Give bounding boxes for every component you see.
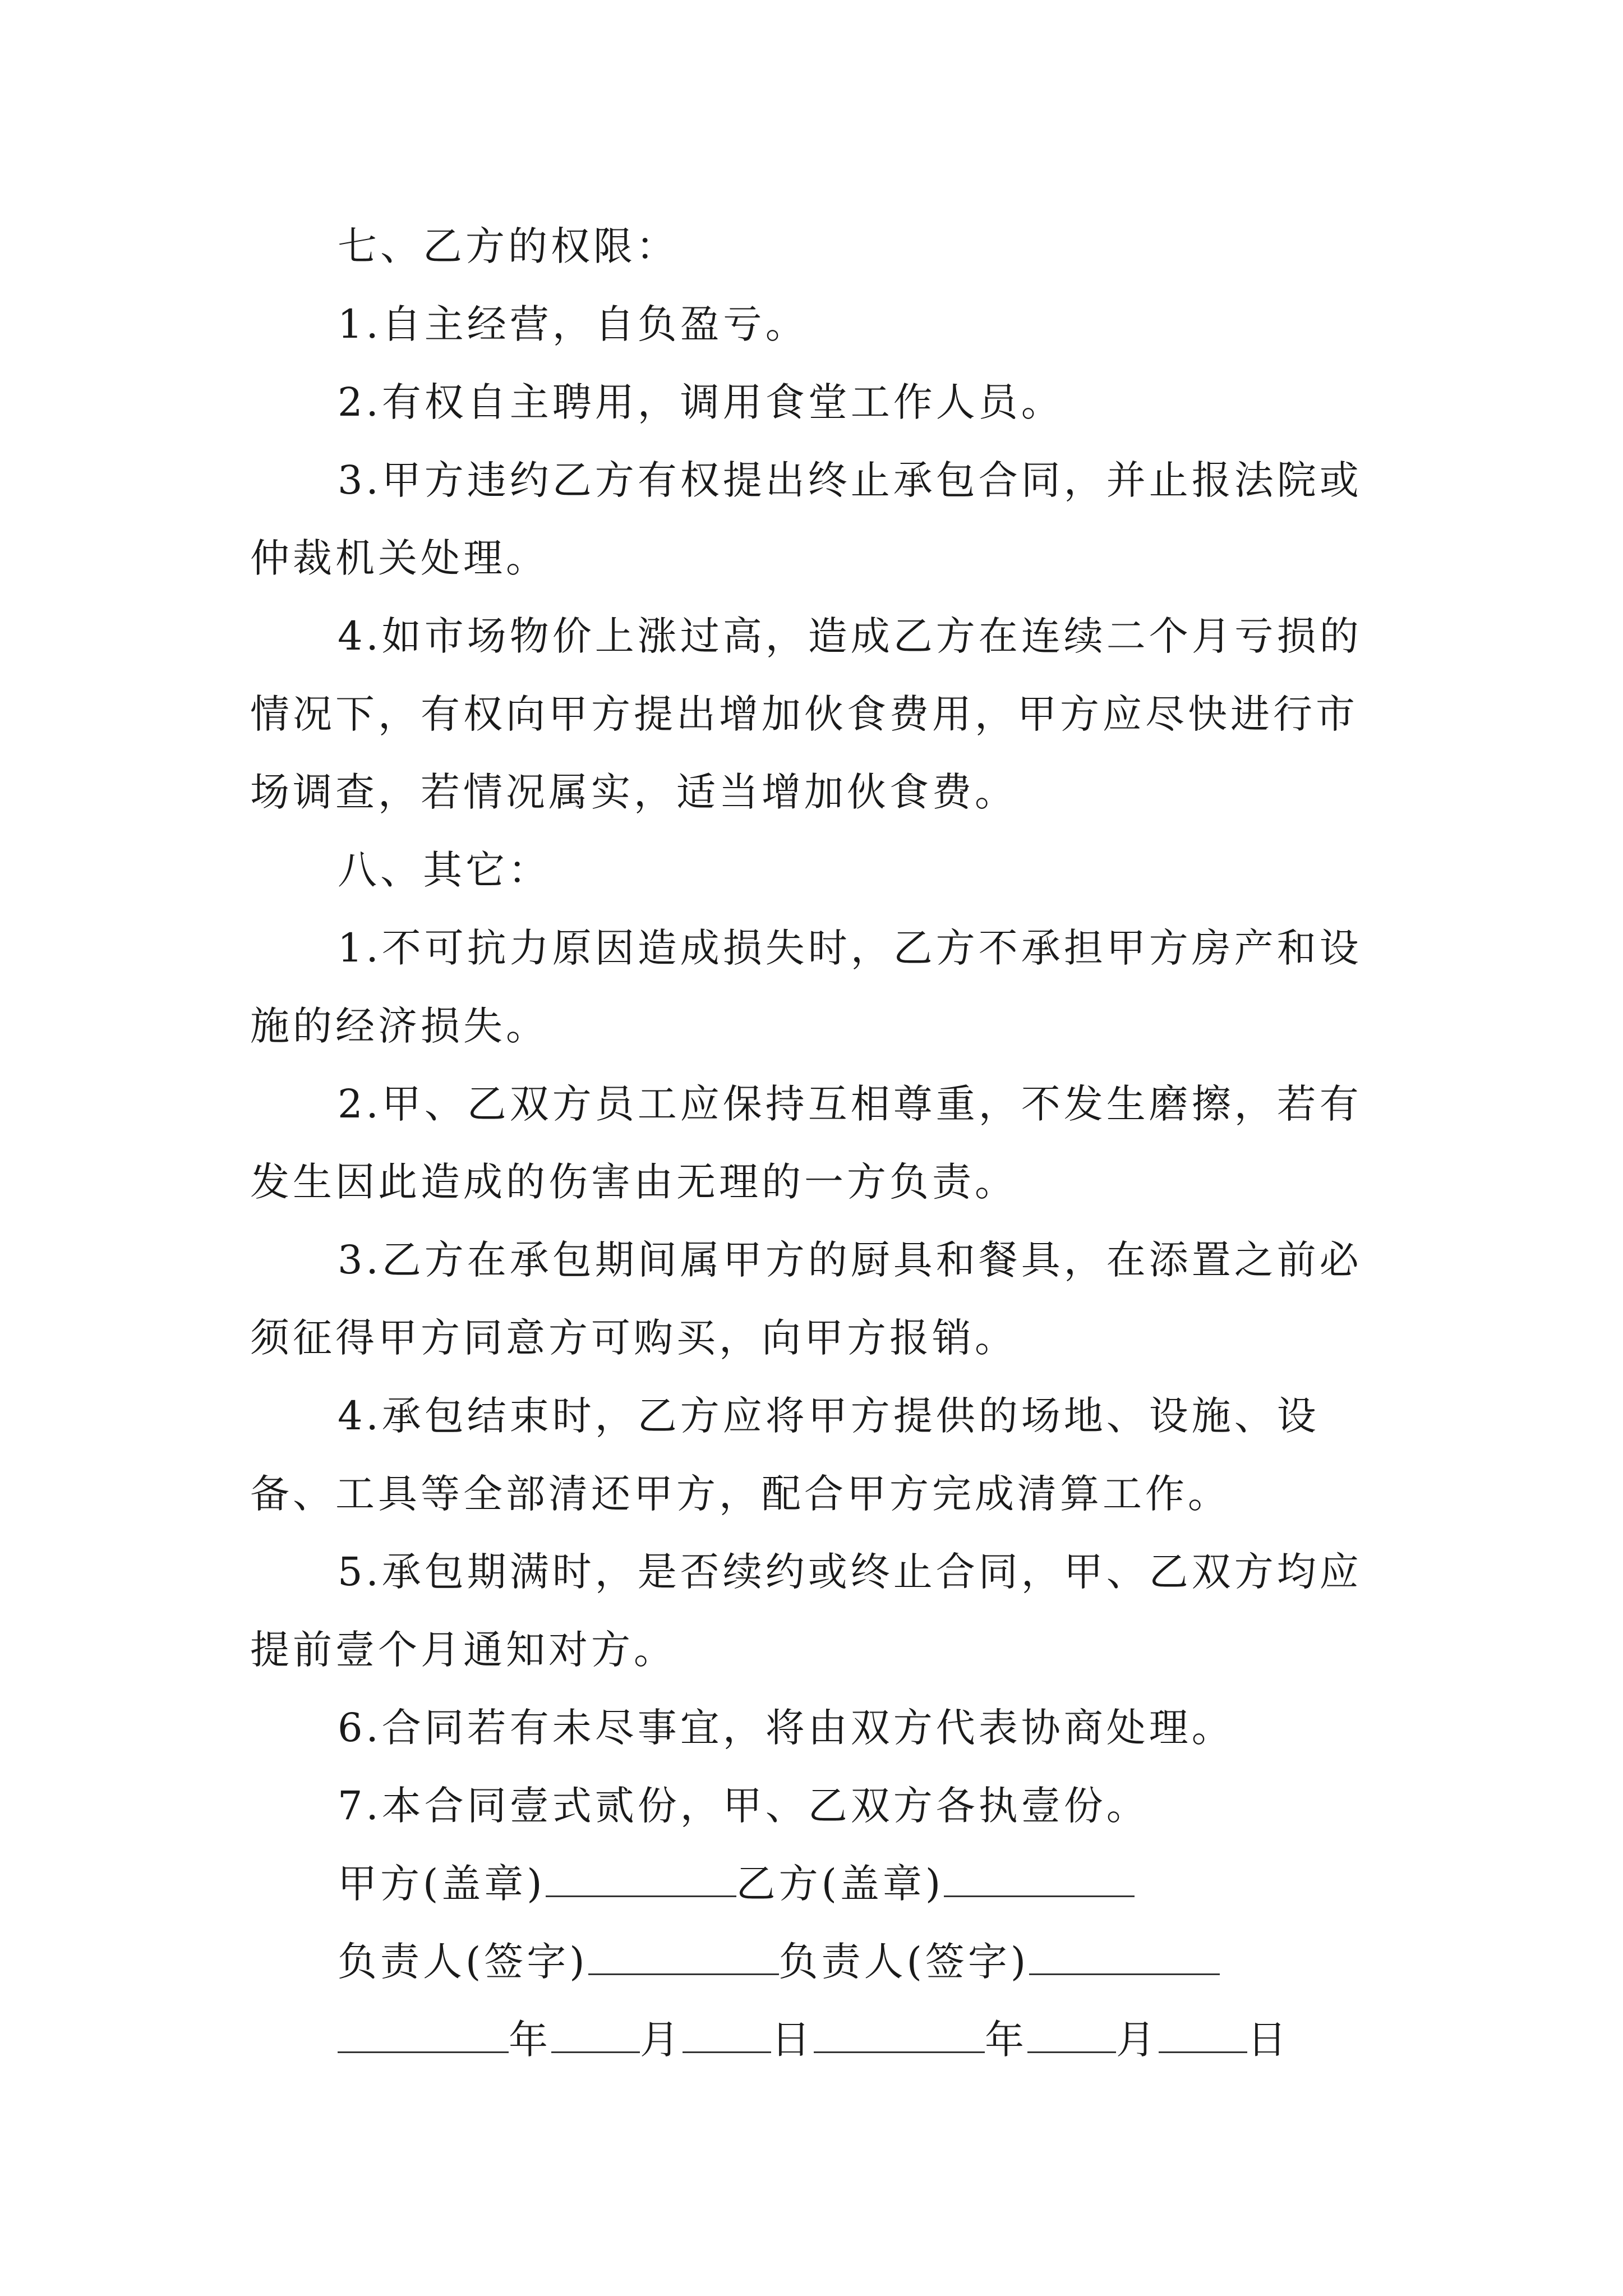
section-8-item-3: 3.乙方在承包期间属甲方的厨具和餐具，在添置之前必须征得甲方同意方可购买，向甲方报销。 (250, 1237, 1362, 1361)
section-8-item-7: 7.本合同壹式贰份，甲、乙双方各执壹份。 (338, 1783, 1149, 1829)
section-8-item-1: 1.不可抗力原因造成损失时，乙方不承担甲方房产和设施的经济损失。 (250, 925, 1362, 1049)
party-a-seal-blank[interactable] (546, 1861, 736, 1897)
section-7-item-2: 2.有权自主聘用，调用食堂工作人员。 (338, 379, 1064, 425)
party-a-seal-label: 甲方(盖章) (338, 1861, 546, 1907)
year-label-a: 年 (509, 2017, 551, 2063)
month-label-a: 月 (640, 2017, 683, 2063)
party-a-year-blank[interactable] (338, 2017, 509, 2053)
party-b-sign-blank[interactable] (1029, 1939, 1220, 1975)
seal-line (250, 1845, 1389, 1923)
party-b-seal-label: 乙方(盖章) (736, 1861, 944, 1907)
section-8-item-4: 4.承包结束时，乙方应将甲方提供的场地、设施、设备、工具等全部清还甲方，配合甲方完成清算工作。 (250, 1393, 1320, 1517)
party-b-seal-blank[interactable] (944, 1861, 1135, 1897)
section-7-heading: 七、乙方的权限： (338, 223, 679, 269)
party-b-year-blank[interactable] (814, 2017, 985, 2053)
party-a-sign-label: 负责人(签字) (338, 1939, 588, 1985)
section-7-item-4: 4.如市场物价上涨过高，造成乙方在连续二个月亏损的情况下，有权向甲方提出增加伙食费用，甲方应尽快进行市场调查，若情况属实，适当增加伙食费。 (250, 613, 1362, 815)
day-label-b: 日 (1247, 2017, 1290, 2063)
section-7-item-1: 1.自主经营，自负盈亏。 (338, 301, 808, 347)
section-8-item-6: 6.合同若有未尽事宜，将由双方代表协商处理。 (338, 1705, 1234, 1751)
party-b-sign-label: 负责人(签字) (778, 1939, 1030, 1985)
party-b-month-blank[interactable] (1027, 2017, 1116, 2053)
year-label-b: 年 (985, 2017, 1027, 2063)
section-8-item-2: 2.甲、乙双方员工应保持互相尊重，不发生磨擦，若有发生因此造成的伤害由无理的一方负责。 (250, 1081, 1362, 1205)
party-a-day-blank[interactable] (683, 2017, 771, 2053)
signature-line (250, 1923, 1389, 2001)
month-label-b: 月 (1116, 2017, 1159, 2063)
party-b-day-blank[interactable] (1159, 2017, 1247, 2053)
day-label-a: 日 (771, 2017, 814, 2063)
section-8-item-5: 5.承包期满时，是否续约或终止合同，甲、乙双方均应提前壹个月通知对方。 (250, 1549, 1362, 1673)
date-line (250, 2001, 1389, 2079)
section-7-item-3: 3.甲方违约乙方有权提出终止承包合同，并止报法院或仲裁机关处理。 (250, 457, 1362, 581)
document-body (250, 208, 1389, 2079)
party-a-sign-blank[interactable] (588, 1939, 779, 1975)
section-8-heading: 八、其它： (338, 847, 551, 893)
party-a-month-blank[interactable] (551, 2017, 640, 2053)
